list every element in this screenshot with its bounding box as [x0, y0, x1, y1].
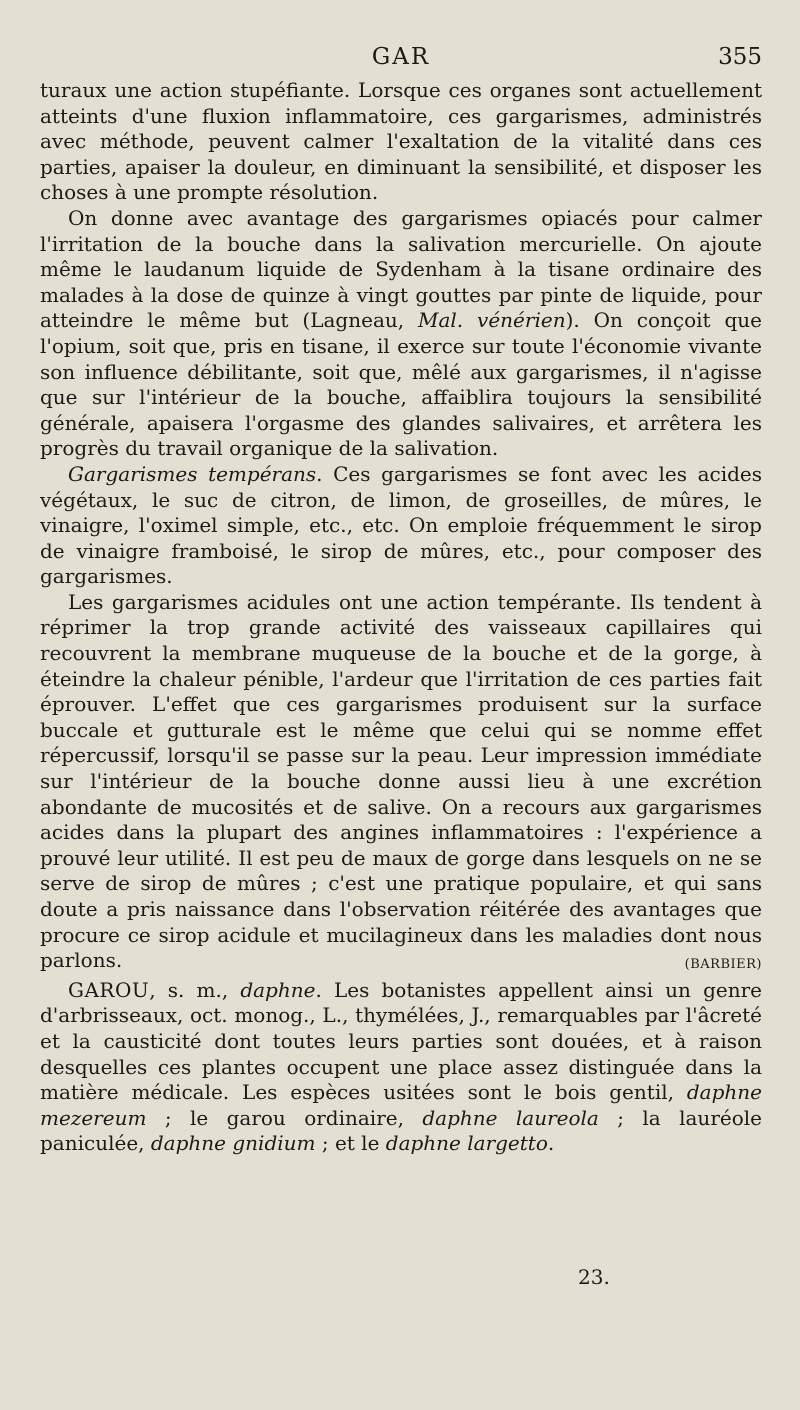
paragraph-5: [40, 978, 762, 1157]
paragraph-4: [40, 590, 762, 978]
signature-mark: 23.: [578, 1265, 610, 1289]
text-block: [40, 78, 762, 1157]
author-signature: (BARBIER): [684, 957, 762, 973]
paragraph-1-text: turaux une action stupéfiante. Lorsque ces organes sont actuellement atteints d'une fluxion inflammatoire, ces gargarismes, administrés avec méthode, peuvent calmer l'exaltation de la vitalité dans ces parties, apaiser la douleur, en diminuant la sensibilité, et disposer les choses à une prompte résolution.: [40, 78, 762, 205]
paragraph-1: [40, 78, 762, 206]
term-daphne-mezereum: daphne mezereum: [40, 1080, 762, 1130]
paragraph-2-text-a: On donne avec avantage des gargarismes opiacés pour calmer l'irritation de la bouche dans la salivation mercurielle. On ajoute même le laudanum liquide de Sydenham à la tisane ordinaire des malades à la dose de quinze à vingt gouttes par pinte de liquide, pour atteindre le même but (Lagneau,: [40, 205, 762, 333]
paragraph-3: [40, 462, 762, 590]
paragraph-4-text: Les gargarismes acidules ont une action tempérante. Ils tendent à réprimer la trop grande activité des vaisseaux capillaires qui recouvrent la membrane muqueuse de la bouche et de la gorge, à éteindre la chaleur pénible, l'ardeur que l'irritation de ces parties fait éprouver. L'effet que ces gargarismes produisent sur la surface buccale et gutturale est le même que celui qui se nomme effet répercussif, lorsqu'il se passe sur la peau. Leur impression immédiate sur l'intérieur de la bouche donne aussi lieu à une excrétion abondante de mucosités et de salive. On a recours aux gargarismes acides dans la plupart des angines inflammatoires : l'expérience a prouvé leur utilité. Il est peu de maux de gorge dans lesquels on ne se serve de sirop de mûres ; c'est une pratique populaire, et qui sans doute a pris naissance dans l'observation réitérée des avantages que procure ce sirop acidule et mucilagineux dans les maladies dont nous parlons.: [40, 589, 762, 973]
term-daphne: daphne: [240, 977, 316, 1002]
paragraph-5-text-a: , s. m.,: [149, 977, 241, 1002]
citation: Mal. vénérien: [418, 308, 566, 333]
running-head: [40, 44, 762, 74]
paragraph-2-text-b: ). On conçoit que l'opium, soit que, pris en tisane, il exerce sur toute l'économie vivante son influence débilitante, soit que, mêlé aux gargarismes, il n'agisse que sur l'intérieur de la bouche, affaiblira toujours la sensibilité générale, apaisera l'orgasme des glandes salivaires, et arrêtera les progrès du travail organique de la salivation.: [40, 308, 762, 461]
entry-heading-garou: GAROU: [68, 977, 150, 1002]
paragraph-2: [40, 206, 762, 462]
term-daphne-laureola: daphne laureola: [422, 1105, 599, 1130]
section-heading-gargarismes-temperans: Gargarismes tempérans: [68, 461, 317, 486]
paragraph-5-text-f: .: [547, 1131, 555, 1156]
paragraph-3-text: . Ces gargarismes se font avec les acides végétaux, le suc de citron, de limon, de groseilles, de mûres, le vinaigre, l'oximel simple, etc., etc. On emploie fréquemment le sirop de vinaigre framboisé, le sirop de mûres, etc., pour composer des gargarismes.: [40, 461, 762, 589]
running-head-word: GAR: [371, 44, 431, 70]
term-daphne-largetto: daphne largetto: [385, 1131, 548, 1156]
term-daphne-gnidium: daphne gnidium: [150, 1131, 316, 1156]
paragraph-5-text-c: ; le garou ordinaire,: [146, 1105, 423, 1130]
page-number: 355: [718, 44, 762, 70]
paragraph-5-text-b: . Les botanistes appellent ainsi un genre d'arbrisseaux, oct. monog., L., thymélées, J., remarquables par l'âcreté et la causticité dont toutes leurs parties sont douées, et à raison desquelles ces plantes occupent une place assez distinguée dans la matière médicale. Les espèces usitées sont le bois gentil,: [40, 977, 762, 1105]
paragraph-5-text-e: ; et le: [315, 1131, 386, 1156]
paragraph-5-text-d: ; la lauréole paniculée,: [40, 1105, 762, 1156]
